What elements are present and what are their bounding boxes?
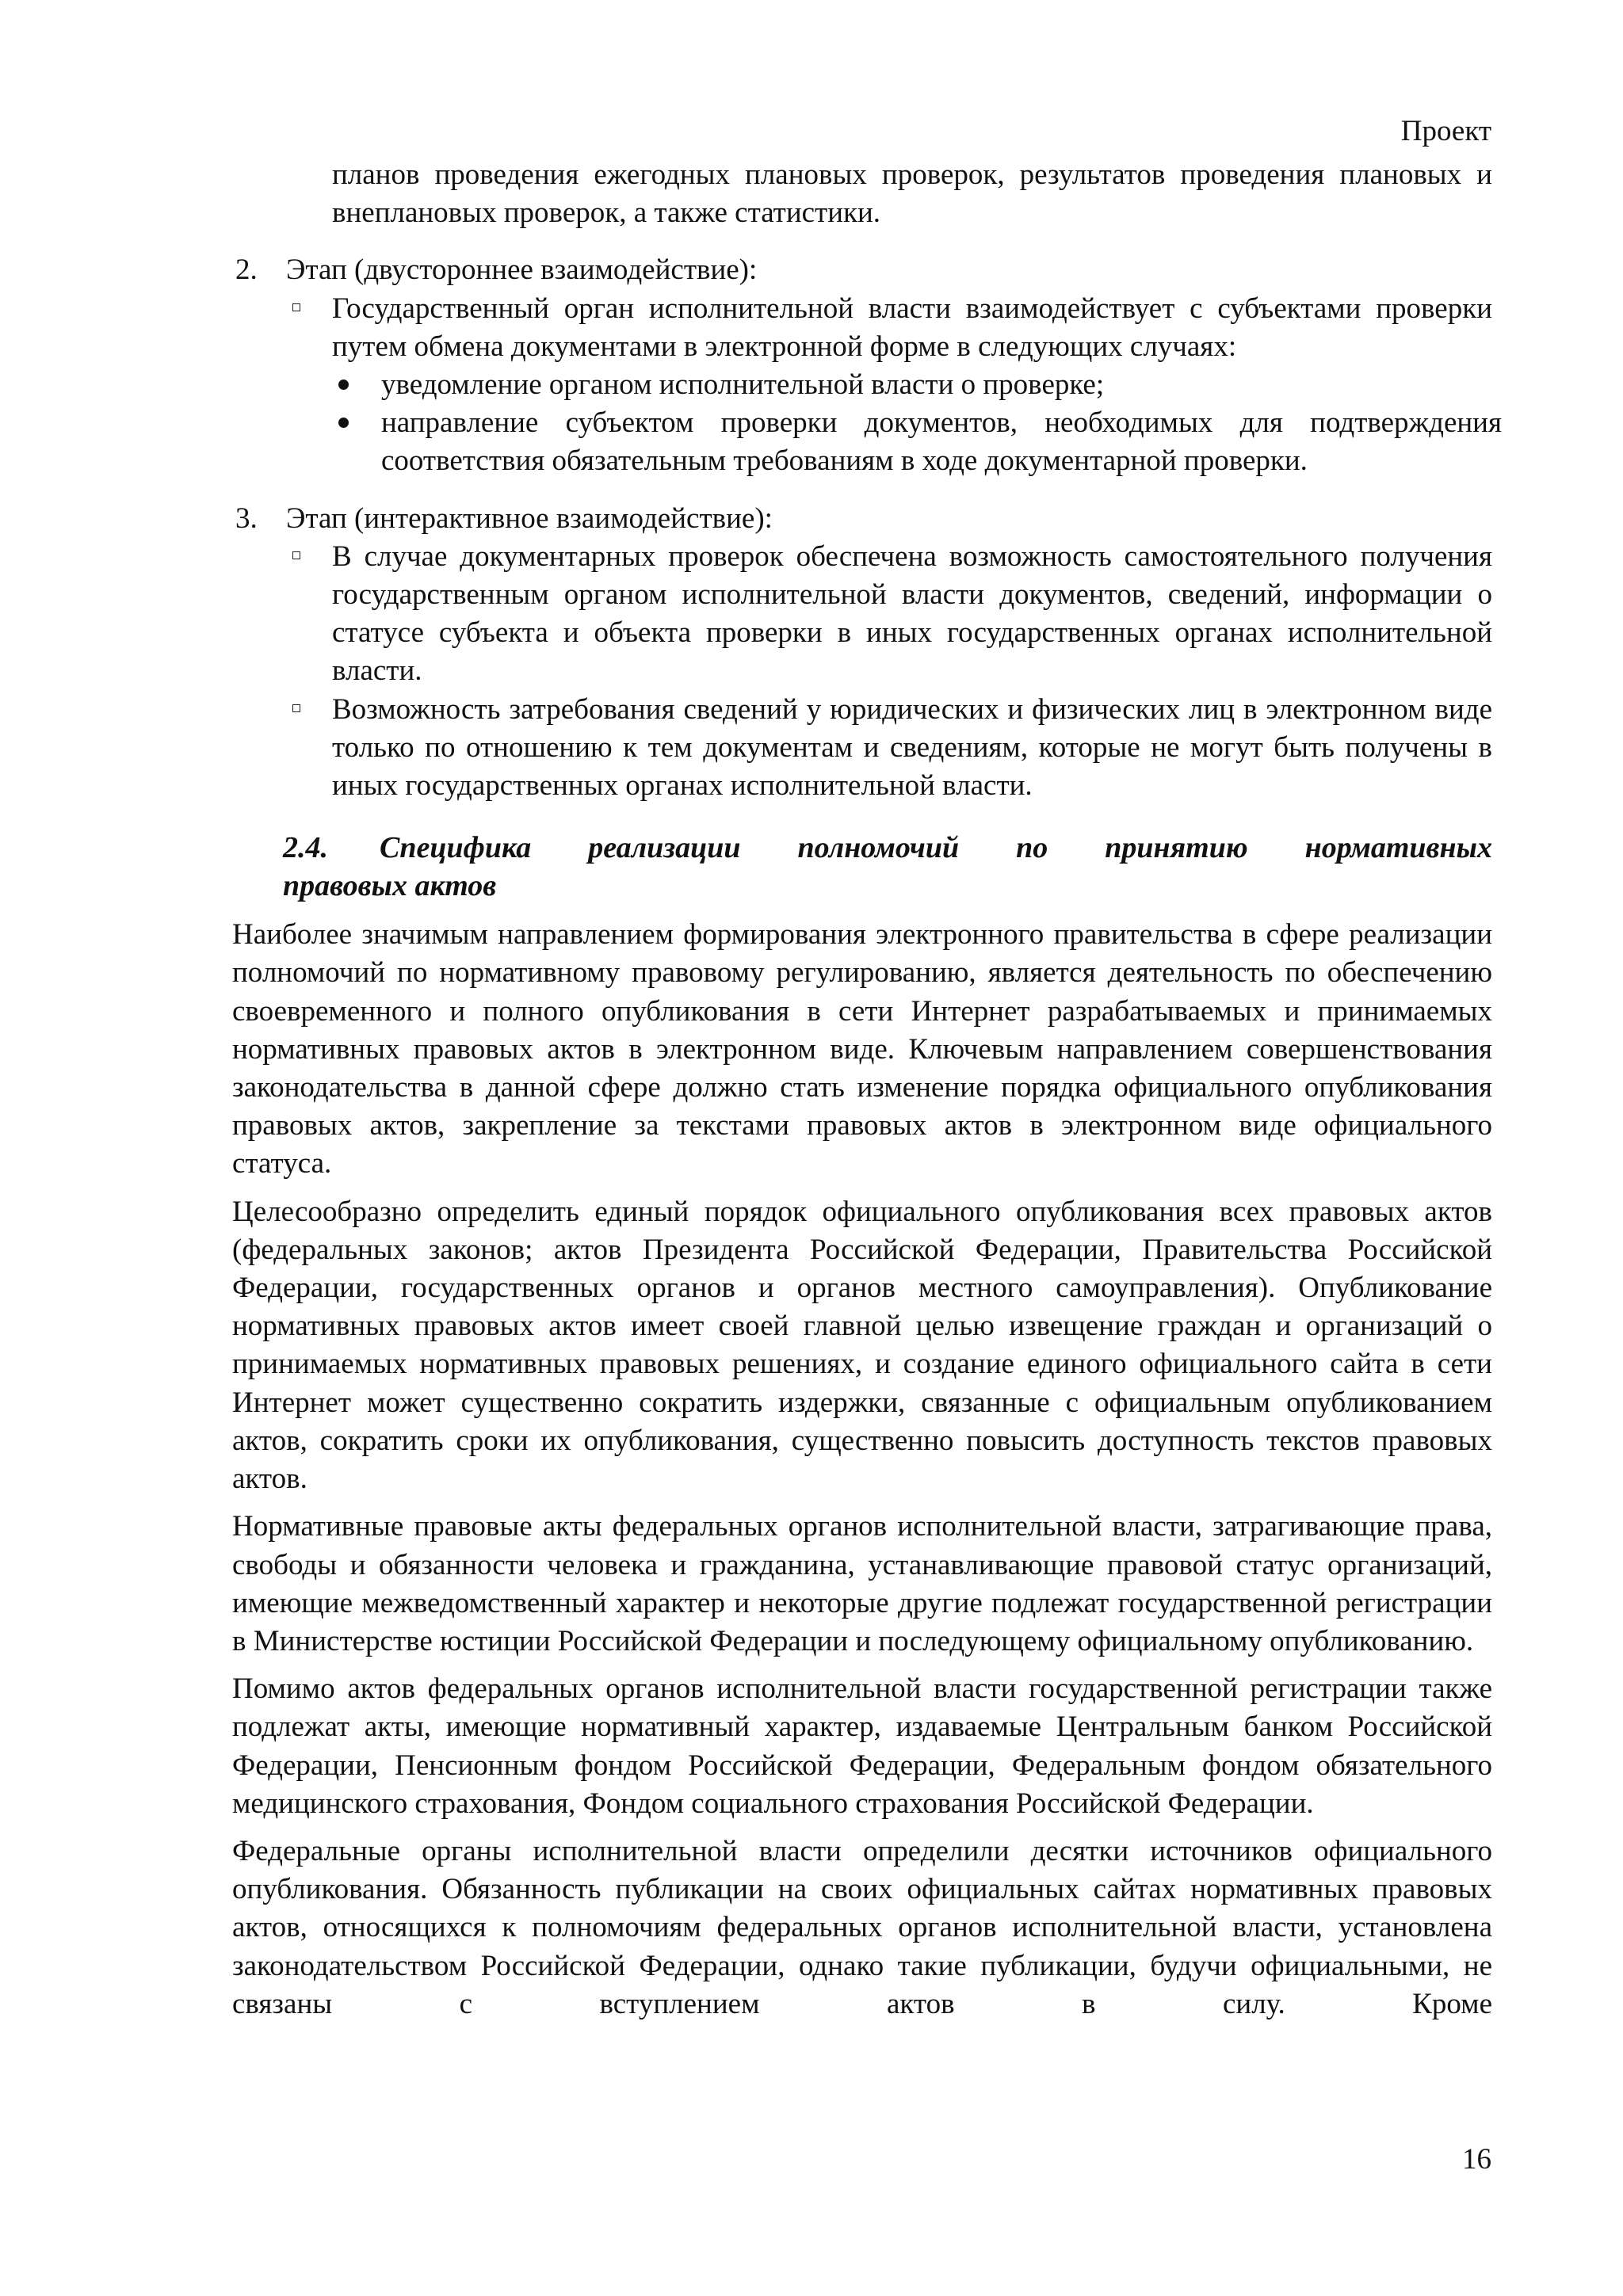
stage-2-bullet <box>285 290 1492 366</box>
stage-2 <box>232 251 1492 289</box>
stage-2-title: Этап (двустороннее взаимодействие): <box>286 254 758 287</box>
header-label: Проект <box>1400 115 1491 147</box>
body-paragraph: Нормативные правовые акты федеральных органов исполнительной власти, затрагивающие права, свободы и обязанности человека и гражданина, устанавливающие правовой статус организаций, имеющие межведомственный характер и некоторые другие подлежат государственной регистрации в Министерстве юстиции Российской Федерации и последующему официальному опубликованию. <box>232 1510 1492 1657</box>
intro-text: планов проведения ежегодных плановых проверок, результатов проведения плановых и внеплановых проверок, а также статистики. <box>332 158 1492 230</box>
stage-2-subitem-text: уведомление органом исполнительной власти о проверке; <box>381 368 1105 402</box>
stage-3-bullet-text: В случае документарных проверок обеспечена возможность самостоятельного получения государственным органом исполнительной власти документов, сведений, информации о статусе субъекта и объекта проверки в иных государственных органах исполнительной власти. <box>332 540 1492 688</box>
section-number: 2.4. <box>283 831 328 865</box>
round-bullet-icon <box>332 404 381 480</box>
stage-2-subitem-text: направление субъектом проверки документов, необходимых для подтверждения соответствия обязательным требованиям в ходе документарной проверки. <box>381 406 1502 478</box>
body-paragraph: Целесообразно определить единый порядок официального опубликования всех правовых актов (федеральных законов; актов Президента Российской Федерации, Правительства Российской Федерации, государственных органов и органов местного самоуправления). Опубликование нормативных правовых актов имеет своей главной целью извещение граждан и организаций о принимаемых нормативных правовых решениях, и создание единого официального сайта в сети Интернет может существенно сократить издержки, связанные с официальным опубликованием актов, сократить сроки их опубликования, существенно повысить доступность текстов правовых актов. <box>232 1195 1492 1496</box>
section-heading <box>232 829 1492 905</box>
stage-3-bullet <box>285 538 1492 691</box>
square-bullet-icon <box>285 538 332 691</box>
stage-2-bullet-text: Государственный орган исполнительной власти взаимодействует с субъектами проверки путем обмена документами в электронной форме в следующих случаях: <box>332 292 1492 363</box>
page-number: 16 <box>1462 2143 1491 2176</box>
body-paragraph: Помимо актов федеральных органов исполнительной власти государственной регистрации также подлежат акты, имеющие нормативный характер, издаваемые Центральным банком Российской Федерации, Пенсионным фондом Российской Федерации, Федеральным фондом обязательного медицинского страхования, Фондом социального страхования Российской Федерации. <box>232 1672 1492 1820</box>
square-bullet-icon <box>285 290 332 366</box>
body-paragraph: Наиболее значимым направлением формирования электронного правительства в сфере реализации полномочий по нормативному правовому регулированию, является деятельность по обеспечению своевременного и полного опубликования в сети Интернет разрабатываемых и принимаемых нормативных правовых актов в электронном виде. Ключевым направлением совершенствования законодательства в данной сфере должно стать изменение порядка официального опубликования правовых актов, закрепление за текстами правовых актов в электронном виде официального статуса. <box>232 918 1492 1180</box>
stage-2-subitem <box>332 404 1502 480</box>
stage-3-bullet <box>285 691 1492 806</box>
stage-2-number: 2. <box>235 254 258 287</box>
stage-3-number: 3. <box>235 502 258 535</box>
round-bullet-icon <box>332 366 381 404</box>
section-title-line-2: правовых актов <box>283 869 497 903</box>
stage-2-subitem <box>332 366 1502 404</box>
page-content <box>232 156 1502 2023</box>
section-title-line-1: Специфика реализации полномочий по принятию нормативных <box>380 831 1492 865</box>
stage-3 <box>232 500 1492 538</box>
square-bullet-icon <box>285 691 332 806</box>
stage-3-title: Этап (интерактивное взаимодействие): <box>286 502 773 535</box>
stage-3-bullet-text: Возможность затребования сведений у юридических и физических лиц в электронном виде только по отношению к тем документам и сведениям, которые не могут быть получены в иных государственных органах исполнительной власти. <box>332 692 1492 803</box>
body-paragraph: Федеральные органы исполнительной власти определили десятки источников официального опубликования. Обязанность публикации на своих официальных сайтах нормативных правовых актов, относящихся к полномочиям федеральных органов исполнительной власти, установлена законодательством Российской Федерации, однако такие публикации, будучи официальными, не связаны с вступлением актов в силу. Кроме <box>232 1834 1492 2020</box>
